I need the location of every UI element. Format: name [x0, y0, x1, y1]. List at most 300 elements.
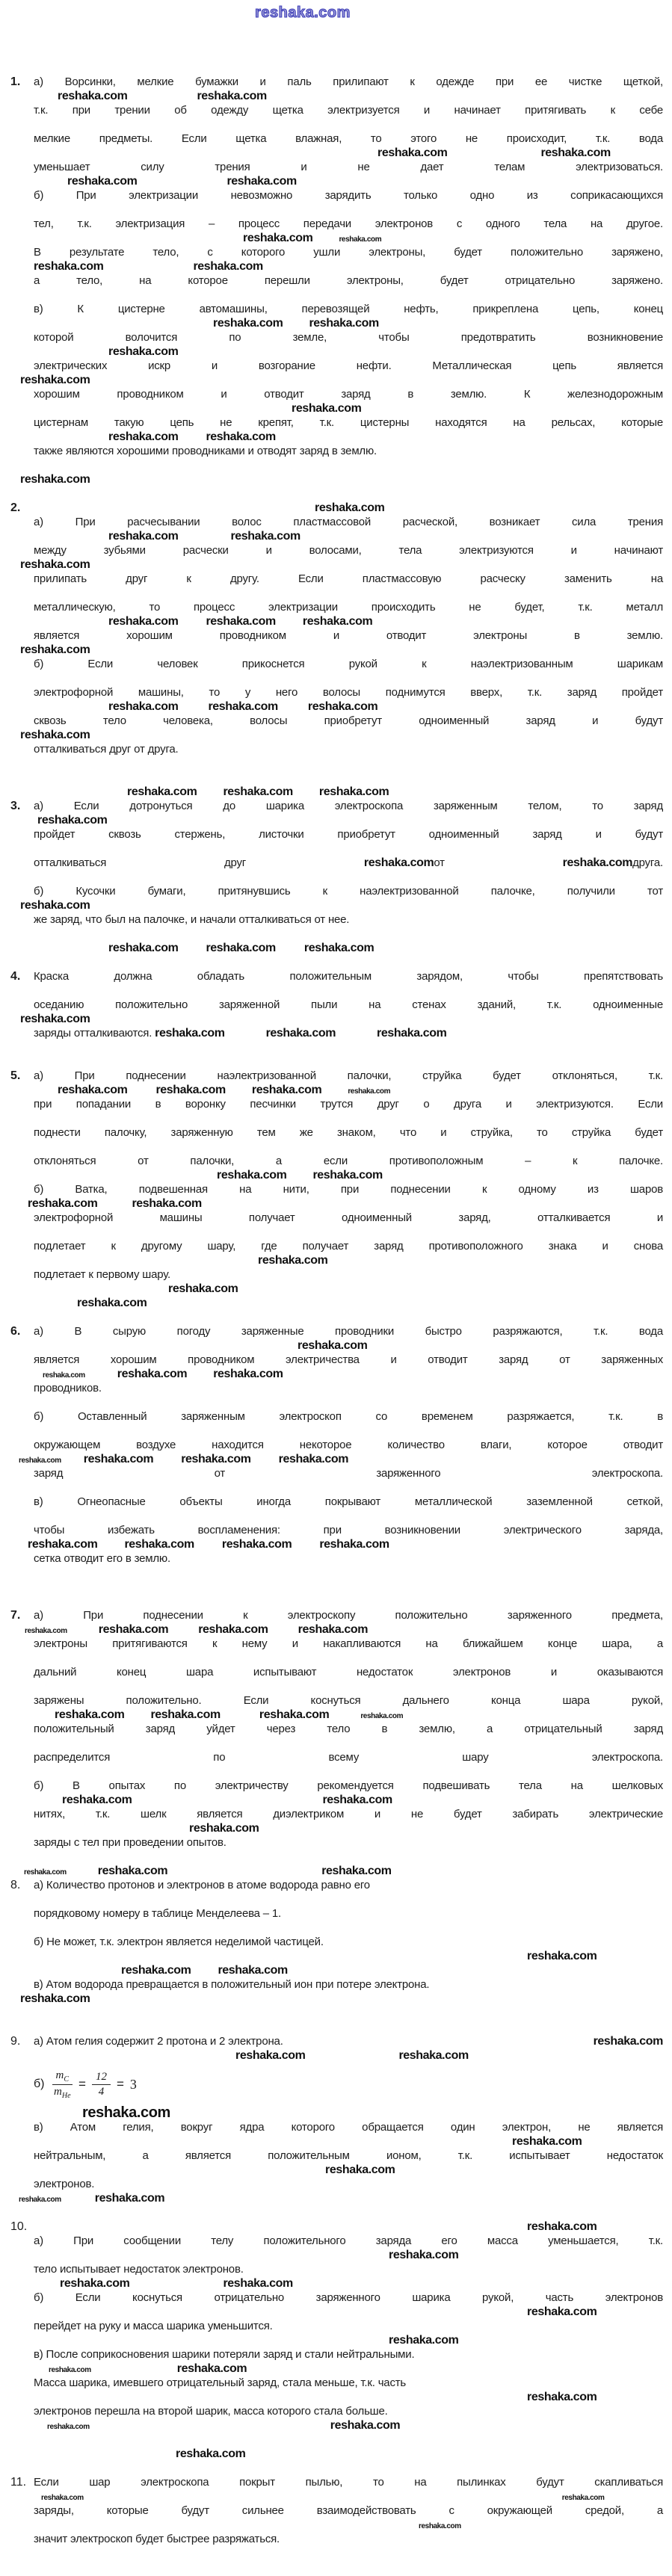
watermark-line [34, 2220, 663, 2234]
spacer-line [34, 458, 663, 472]
watermark: reshaka.com [98, 1623, 169, 1636]
watermark-line [34, 345, 663, 359]
watermark-line [34, 1963, 663, 1977]
watermark-line [34, 2048, 663, 2063]
watermark: reshaka.com [155, 1027, 225, 1040]
text-run: б) Оставленный заряженным электроскоп со временем разряжается, т.к. в [34, 1410, 663, 1423]
item-number: 7. [10, 1609, 21, 1622]
text-run: пройдет сквозь стержень, листочки приобретут одноименный заряд и будут [34, 828, 663, 841]
spacer-line [34, 1225, 663, 1239]
text-run: электрофорной машины получает одноименный заряд, отталкивается и [34, 1211, 663, 1224]
watermark: reshaka.com [108, 530, 179, 543]
text-run: хорошим проводником и отводит заряд в землю. К железнодорожным [34, 388, 663, 401]
text-run: электрических искр и возгорание нефти. Металлическая цепь является [34, 359, 663, 372]
text-run: противоположным [389, 1155, 484, 1167]
watermark-line [20, 1012, 663, 1026]
text-line [34, 600, 663, 614]
answer-item [6, 799, 663, 969]
spacer-line [34, 927, 663, 941]
text-run: а) Атом гелия содержит 2 протона и 2 электрона. [34, 2035, 283, 2048]
text-run: в) Атом гелия, вокруг ядра которого обращается один электрон, не является [34, 2121, 663, 2134]
watermark: reshaka.com [325, 2163, 395, 2176]
watermark: reshaka.com [389, 2334, 459, 2347]
item-number: 5. [10, 1069, 21, 1082]
watermark: reshaka.com [512, 2135, 582, 2148]
watermark: reshaka.com [527, 1950, 597, 1962]
text-run: нитях, т.к. шелк является диэлектриком и не будет забирать электрические [34, 1808, 663, 1820]
watermark: reshaka.com [55, 1708, 125, 1721]
watermark: reshaka.com [265, 1027, 336, 1040]
answer-item [6, 2475, 663, 2546]
text-run: в) Огнеопасные объекты иногда покрывают металлической заземленной сеткой, [34, 1495, 663, 1508]
item-content [20, 1878, 663, 2034]
text-line [34, 1906, 663, 1921]
text-line [34, 359, 663, 373]
text-line [34, 1835, 663, 1850]
watermark: reshaka.com [176, 2447, 246, 2460]
text-run: является хорошим проводником электричества и отводит заряд от заряженных [34, 1353, 663, 1366]
watermark-line [34, 231, 663, 245]
text-run: отталкиваться [34, 856, 107, 869]
watermark: reshaka.com [322, 1794, 392, 1806]
text-line [34, 160, 663, 174]
text-line [34, 685, 663, 699]
watermark: reshaka.com [318, 785, 389, 798]
spacer-line [34, 2461, 663, 2475]
answer-list [6, 75, 663, 2546]
watermark-line [34, 1949, 663, 1963]
text-run: же заряд, что был на палочке, и начали отталкиваться от нее. [34, 913, 350, 926]
watermark: reshaka.com [348, 1087, 391, 1096]
fraction-mass-ratio [52, 2069, 73, 2100]
watermark-line [34, 2276, 663, 2291]
watermark-line [20, 643, 663, 657]
spacer-line [34, 1892, 663, 1906]
watermark-line [34, 2447, 663, 2461]
watermark-line [34, 1793, 663, 1807]
spacer-line [34, 955, 663, 969]
watermark: reshaka.com [82, 2104, 170, 2121]
text-run: нейтральным, а является положительным ионом, т.к. испытывает недостаток [34, 2149, 663, 2162]
watermark: reshaka.com [117, 1368, 188, 1380]
text-run: заряд [34, 1467, 64, 1480]
text-line [34, 1977, 663, 1992]
text-run: мелкие предметы. Если щетка влажная, то этого не происходит, т.к. вода [34, 132, 663, 145]
equals-sign: = [78, 2077, 86, 2091]
text-run: а) В сырую погоду заряженные проводники быстро разряжаются, т.к. вода [34, 1325, 663, 1338]
watermark-line [34, 1708, 663, 1722]
text-run: от [214, 1467, 226, 1480]
watermark: reshaka.com [562, 856, 633, 869]
spacer-line [34, 1509, 663, 1523]
text-run: перейдет на руку и масса шарика уменьшится. [34, 2320, 273, 2332]
spacer-line [34, 1040, 663, 1054]
watermark: reshaka.com [339, 235, 382, 244]
watermark: reshaka.com [206, 430, 276, 443]
text-line [34, 799, 663, 813]
watermark: reshaka.com [527, 2305, 597, 2318]
watermark: reshaka.com [127, 785, 197, 798]
watermark-line [19, 2191, 663, 2205]
spacer-line [34, 1764, 663, 1779]
watermark-line [34, 146, 663, 160]
item-number: 6. [10, 1325, 21, 1338]
equals-sign: = [116, 2077, 124, 2091]
item-content [28, 1069, 663, 1324]
watermark-line [20, 557, 663, 572]
watermark: reshaka.com [20, 473, 90, 486]
watermark: reshaka.com [540, 146, 611, 159]
text-line [34, 856, 663, 870]
watermark-line [20, 898, 663, 912]
formula-label: б) [34, 2078, 45, 2090]
watermark-line [34, 2305, 663, 2319]
text-run: порядковому номеру в таблице Менделеева – 1. [34, 1907, 282, 1920]
watermark: reshaka.com [41, 2494, 84, 2502]
watermark: reshaka.com [155, 1084, 226, 1096]
answer-item [6, 501, 663, 799]
spacer-line [34, 1566, 663, 1580]
text-run: отталкиваться друг от друга. [34, 743, 179, 756]
watermark: reshaka.com [307, 700, 378, 713]
answer-item [6, 1878, 663, 2034]
watermark: reshaka.com [206, 942, 276, 954]
fraction-numerator: 12 [92, 2071, 111, 2085]
watermark: reshaka.com [312, 1169, 383, 1182]
item-number: 4. [10, 970, 21, 983]
spacer-line [34, 1111, 663, 1125]
watermark: reshaka.com [20, 374, 90, 386]
watermark-line [34, 1253, 663, 1267]
text-run: т.к. при трении об одежду щетка электризуется и начинает притягивать к себе [34, 104, 663, 117]
spacer-line [34, 770, 663, 785]
text-run: заряжены положительно. Если коснуться дальнего конца шара рукой, [34, 1694, 663, 1707]
watermark: reshaka.com [24, 1868, 67, 1877]
text-run: В результате тело, с которого ушли электроны, будет положительно заряжено, [34, 246, 663, 259]
watermark-line [34, 2362, 663, 2376]
spacer-line [34, 2020, 663, 2034]
watermark-line [34, 316, 663, 330]
watermark-line [34, 1338, 663, 1353]
text-run: друга. [632, 856, 663, 869]
watermark: reshaka.com [292, 402, 362, 415]
answer-item [6, 1608, 663, 1878]
text-run: распределится [34, 1751, 111, 1764]
watermark: reshaka.com [377, 1027, 447, 1040]
text-run: чтобы избежать воспламенения: при возникновении электрического заряда, [34, 1524, 663, 1536]
text-run: оседанию положительно заряженной пыли на стенах зданий, т.к. одноименные [34, 998, 663, 1011]
watermark: reshaka.com [398, 2049, 469, 2062]
spacer-line [34, 1054, 663, 1069]
watermark: reshaka.com [150, 1708, 221, 1721]
watermark: reshaka.com [58, 90, 128, 102]
spacer-line [34, 1480, 663, 1495]
watermark: reshaka.com [28, 1538, 98, 1551]
watermark-line [34, 2518, 663, 2532]
watermark: reshaka.com [315, 501, 385, 514]
text-line [34, 416, 663, 430]
text-run: дальний конец шара испытывают недостаток электронов и оказываются [34, 1666, 663, 1678]
watermark: reshaka.com [37, 814, 108, 827]
spacer-line [34, 288, 663, 302]
watermark: reshaka.com [527, 2391, 597, 2403]
watermark-line [34, 174, 663, 188]
text-line [34, 444, 663, 458]
answer-item [6, 2034, 663, 2220]
text-run: электронов. [34, 2178, 95, 2190]
item-content [19, 1324, 664, 1608]
spacer-line [34, 2433, 663, 2447]
text-line [34, 1466, 663, 1480]
text-run: заряженного [376, 1467, 441, 1480]
watermark: reshaka.com [168, 1282, 238, 1295]
item-number: 8. [10, 1879, 21, 1891]
text-run: металлическую, то процесс электризации происходить не будет, т.к. металл [34, 601, 663, 614]
text-line [34, 1878, 663, 1892]
text-run: которой волочится по земле, чтобы предотвратить возникновение [34, 331, 663, 344]
item-content [24, 1608, 664, 1878]
watermark: reshaka.com [176, 2362, 247, 2375]
text-line [34, 912, 663, 927]
text-run: а) При поднесении к электроскопу положительно заряженного предмета, [34, 1609, 663, 1622]
text-line [34, 2291, 663, 2305]
text-run: б) При электризации невозможно зарядить только одно из соприкасающихся [34, 189, 663, 202]
text-line [34, 1409, 663, 1424]
spacer-line [34, 1651, 663, 1665]
text-line [34, 2120, 663, 2134]
item-number: 10. [10, 2220, 28, 2233]
fraction-numerator: $m_C$ [52, 2069, 73, 2085]
watermark: reshaka.com [19, 1457, 61, 1465]
watermark-line [34, 2418, 663, 2433]
formula-line [34, 2063, 663, 2106]
watermark-line [34, 2248, 663, 2262]
text-run: отклоняться [34, 1155, 96, 1167]
item-content [34, 2220, 663, 2475]
spacer-line [34, 1424, 663, 1438]
text-run: Краска должна обладать положительным зарядом, чтобы препятствовать [34, 970, 663, 983]
answer-item [6, 1324, 663, 1608]
watermark: reshaka.com [49, 2366, 91, 2374]
text-line [34, 1267, 663, 1282]
text-line [34, 103, 663, 117]
watermark: reshaka.com [278, 1453, 349, 1465]
watermark-line [34, 2390, 663, 2404]
text-run: б) В опытах по электричеству рекомендуется подвешивать тела на шелковых [34, 1779, 663, 1792]
watermark-line [34, 430, 663, 444]
spacer-line [34, 1850, 663, 1864]
text-run: окружающем воздухе находится некоторое количество влаги, которое отводит [34, 1439, 663, 1451]
text-line [34, 1069, 663, 1083]
text-line [34, 2262, 663, 2276]
text-line [34, 1438, 663, 1452]
watermark: reshaka.com [77, 1297, 147, 1309]
watermark-line [34, 2489, 663, 2504]
watermark: reshaka.com [108, 345, 179, 358]
text-line [34, 2177, 663, 2191]
watermark: reshaka.com [221, 1538, 292, 1551]
watermark: reshaka.com [132, 1197, 202, 1210]
watermark: reshaka.com [360, 1712, 404, 1720]
spacer-line [34, 841, 663, 856]
watermark: reshaka.com [197, 90, 267, 102]
text-line [34, 2347, 663, 2362]
text-run: а тело, на которое перешли электроны, будет отрицательно заряжено. [34, 274, 663, 287]
watermark: reshaka.com [206, 615, 276, 628]
watermark-line [34, 89, 663, 103]
text-line [34, 1182, 663, 1196]
spacer-line [34, 1140, 663, 1154]
text-line [34, 628, 663, 643]
item-content [20, 501, 663, 799]
watermark-line [34, 2134, 663, 2149]
text-line [34, 884, 663, 898]
text-run: заряды с тел при проведении опытов. [34, 1836, 226, 1849]
watermark: reshaka.com [67, 175, 138, 188]
watermark: reshaka.com [230, 530, 300, 543]
watermark: reshaka.com [20, 1992, 90, 2005]
watermark-line [34, 1083, 663, 1097]
spacer-line [34, 487, 663, 501]
watermark: reshaka.com [319, 1538, 389, 1551]
text-run: к [573, 1155, 578, 1167]
watermark: reshaka.com [243, 232, 313, 244]
text-line [34, 1779, 663, 1793]
text-run: тело испытывает недостаток электронов. [34, 2263, 244, 2276]
text-run: а) При поднесении наэлектризованной палочки, струйка будет отклоняться, т.к. [34, 1069, 663, 1082]
text-line [34, 1495, 663, 1509]
watermark: reshaka.com [20, 643, 90, 656]
spacer-line [34, 1580, 663, 1594]
text-run: – [525, 1155, 531, 1167]
item-content [19, 2034, 663, 2220]
text-line [34, 1523, 663, 1537]
text-line [34, 1935, 663, 1949]
watermark: reshaka.com [363, 856, 434, 869]
watermark-line [34, 529, 663, 543]
watermark: reshaka.com [20, 1013, 90, 1025]
fraction-denominator: 4 [98, 2085, 105, 2098]
text-run: а) Ворсинки, мелкие бумажки и паль прилипают к одежде при ее чистке щеткой, [34, 75, 663, 88]
watermark: reshaka.com [527, 2220, 597, 2233]
text-run: б) Кусочки бумаги, притянувшись к наэлектризованной палочке, получили тот [34, 885, 663, 898]
watermark-line [34, 1821, 663, 1835]
watermark-line [34, 501, 663, 515]
text-line [34, 245, 663, 259]
watermark: reshaka.com [298, 1339, 368, 1352]
item-content [20, 799, 663, 969]
spacer-line [34, 1736, 663, 1750]
watermark-line [34, 1296, 663, 1310]
text-run: подлетает к другому шару, где получает заряд противоположного знака и снова [34, 1240, 663, 1253]
watermark: reshaka.com [83, 1453, 154, 1465]
watermark-line [25, 1622, 663, 1637]
text-run: палочки, [190, 1155, 235, 1167]
watermark: reshaka.com [108, 942, 179, 954]
text-line [34, 132, 663, 146]
item-number: 2. [10, 501, 21, 514]
text-run: электронов перешла на второй шарик, масса которого стала больше. [34, 2405, 388, 2418]
watermark: reshaka.com [19, 2196, 61, 2204]
text-run: электроскопа. [591, 1467, 664, 1480]
spacer-line [34, 2205, 663, 2220]
watermark: reshaka.com [235, 2049, 306, 2062]
watermark: reshaka.com [60, 2277, 130, 2290]
text-line [34, 1807, 663, 1821]
text-line [34, 188, 663, 203]
watermark-line [20, 472, 663, 487]
text-line [34, 1693, 663, 1708]
text-line [34, 2532, 663, 2546]
watermark: reshaka.com [213, 317, 283, 330]
text-run: Масса шарика, имевшего отрицательный заряд, стала меньше, т.к. часть [34, 2376, 407, 2389]
text-line [34, 2319, 663, 2333]
spacer-line [34, 1921, 663, 1935]
watermark-line [34, 699, 663, 714]
spacer-line [34, 983, 663, 998]
top-watermark: reshaka.com [255, 4, 351, 21]
watermark-line [19, 1452, 663, 1466]
text-run: проводников. [34, 1382, 102, 1394]
text-line [34, 1551, 663, 1566]
text-run: а [275, 1155, 283, 1167]
text-run: в) Атом водорода превращается в положительный ион при потере электрона. [34, 1978, 430, 1991]
text-line [34, 1722, 663, 1736]
watermark: reshaka.com [251, 1084, 322, 1096]
watermark-line [34, 2163, 663, 2177]
watermark: reshaka.com [108, 615, 179, 628]
answer-item [6, 969, 663, 1069]
text-line [34, 2376, 663, 2390]
watermark: reshaka.com [121, 1964, 191, 1977]
text-line [34, 2034, 663, 2048]
watermark: reshaka.com [28, 1197, 98, 1210]
watermark: reshaka.com [47, 2423, 90, 2431]
text-run: б) Если коснуться отрицательно заряженного шарика рукой, часть электронов [34, 2291, 663, 2304]
text-line [34, 1211, 663, 1225]
watermark-line [34, 785, 663, 799]
watermark: reshaka.com [20, 899, 90, 912]
item-content [20, 75, 663, 501]
text-run: значит электроскоп будет быстрее разряжаться. [34, 2533, 280, 2545]
text-line [34, 969, 663, 983]
watermark-line [34, 1367, 663, 1381]
watermark-line [34, 1282, 663, 1296]
text-run: уменьшает силу трения и не дает телам электризоваться. [34, 161, 663, 173]
watermark: reshaka.com [43, 1371, 85, 1380]
text-line [34, 1154, 663, 1168]
text-line [34, 515, 663, 529]
text-run: также являются хорошими проводниками и отводят заряд в землю. [34, 445, 377, 457]
watermark: reshaka.com [208, 700, 278, 713]
text-line [34, 1125, 663, 1140]
text-line [34, 1097, 663, 1111]
text-run: друг [224, 856, 247, 869]
text-run: палочке. [619, 1155, 663, 1167]
watermark: reshaka.com [25, 1627, 67, 1635]
spacer-line [34, 117, 663, 132]
text-line [34, 1381, 663, 1395]
text-line [34, 2475, 663, 2489]
text-run: всему [328, 1751, 360, 1764]
watermark-line [34, 941, 663, 955]
watermark-line [20, 1992, 663, 2006]
watermark-line [20, 728, 663, 742]
text-run: в) К цистерне автомашины, перевозящей нефть, прикреплена цепь, конец [34, 303, 663, 315]
fraction-denominator: $m_{He}$ [54, 2085, 71, 2100]
watermark-line [34, 614, 663, 628]
text-run: заряды отталкиваются. [34, 1027, 152, 1040]
